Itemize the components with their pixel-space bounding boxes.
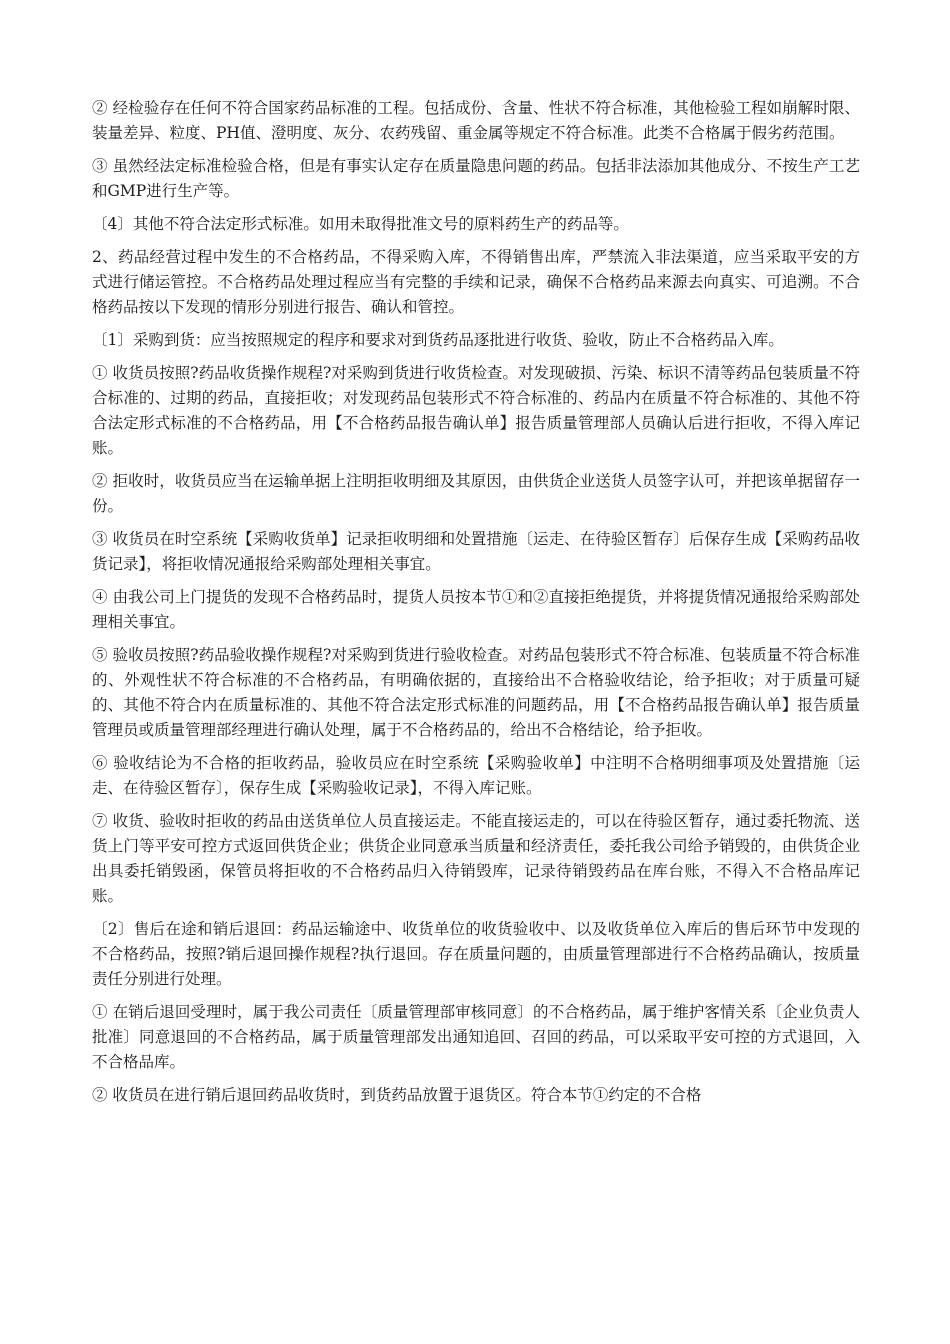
- paragraph: ③ 虽然经法定标准检验合格，但是有事实认定存在质量隐患问题的药品。包括非法添加其他成分、不按生产工艺和GMP进行生产等。: [92, 157, 860, 200]
- paragraph: ① 在销后退回受理时，属于我公司责任〔质量管理部审核同意〕的不合格药品，属于维护客情关系〔企业负责人批准〕同意退回的不合格药品，属于质量管理部发出通知追回、召回的药品，可以采取平安可控的方式退回，入不合格品库。: [92, 1003, 860, 1071]
- paragraph: ② 经检验存在任何不符合国家药品标准的工程。包括成份、含量、性状不符合标准，其他检验工程如崩解时限、装量差异、粒度、PH值、澄明度、灰分、农药残留、重金属等规定不符合标准。此类不合格属于假劣药范围。: [92, 99, 860, 142]
- paragraph: ⑤ 验收员按照?药品验收操作规程?对采购到货进行验收检查。对药品包装形式不符合标准、包装质量不符合标准的、外观性状不符合标准的不合格药品，有明确依据的，直接给出不合格验收结论，给予拒收；对于质量可疑的、其他不符合内在质量标准的、其他不符合法定形式标准的问题药品，用【不合格药品报告确认单】报告质量管理员或质量管理部经理进行确认处理，属于不合格药品的，给出不合格结论，给予拒收。: [92, 646, 860, 739]
- paragraph: ① 收货员按照?药品收货操作规程?对采购到货进行收货检查。对发现破损、污染、标识不清等药品包装质量不符合标准的、过期的药品，直接拒收；对发现药品包装形式不符合标准的、药品内在质量不符合标准的、其他不符合法定形式标准的不合格药品，用【不合格药品报告确认单】报告质量管理部人员确认后进行拒收，不得入库记账。: [92, 364, 860, 457]
- paragraph: ⑥ 验收结论为不合格的拒收药品，验收员应在时空系统【采购验收单】中注明不合格明细事项及处置措施〔运走、在待验区暂存〕，保存生成【采购验收记录】，不得入库记账。: [92, 754, 860, 797]
- paragraph: 2、药品经营过程中发生的不合格药品，不得采购入库，不得销售出库，严禁流入非法渠道，应当采取平安的方式进行储运管控。不合格药品处理过程应当有完整的手续和记录，确保不合格药品来源去向真实、可追溯。不合格药品按以下发现的情形分别进行报告、确认和管控。: [92, 248, 860, 316]
- paragraph: 〔2〕售后在途和销后退回：药品运输途中、收货单位的收货验收中、以及收货单位入库后的售后环节中发现的不合格药品，按照?销后退回操作规程?执行退回。存在质量问题的，由质量管理部进行不合格药品确认，按质量责任分别进行处理。: [92, 920, 860, 988]
- document-body: [92, 96, 860, 1116]
- paragraph: 〔1〕采购到货：应当按照规定的程序和要求对到货药品逐批进行收货、验收，防止不合格药品入库。: [92, 331, 784, 349]
- paragraph: ④ 由我公司上门提货的发现不合格药品时，提货人员按本节①和②直接拒绝提货，并将提货情况通报给采购部处理相关事宜。: [92, 588, 860, 631]
- paragraph: ③ 收货员在时空系统【采购收货单】记录拒收明细和处置措施〔运走、在待验区暂存〕后保存生成【采购药品收货记录】，将拒收情况通报给采购部处理相关事宜。: [92, 530, 860, 573]
- paragraph: 〔4〕其他不符合法定形式标准。如用未取得批准文号的原料药生产的药品等。: [92, 215, 629, 233]
- paragraph: ② 拒收时，收货员应当在运输单据上注明拒收明细及其原因，由供货企业送货人员签字认可，并把该单据留存一份。: [92, 472, 860, 515]
- paragraph: ② 收货员在进行销后退回药品收货时，到货药品放置于退货区。符合本节①约定的不合格: [92, 1086, 702, 1104]
- paragraph: ⑦ 收货、验收时拒收的药品由送货单位人员直接运走。不能直接运走的，可以在待验区暂存，通过委托物流、送货上门等平安可控方式返回供货企业；供货企业同意承当质量和经济责任，委托我公司给予销毁的，由供货企业出具委托销毁函，保管员将拒收的不合格药品归入待销毁库，记录待销毁药品在库台账，不得入不合格品库记账。: [92, 812, 860, 905]
